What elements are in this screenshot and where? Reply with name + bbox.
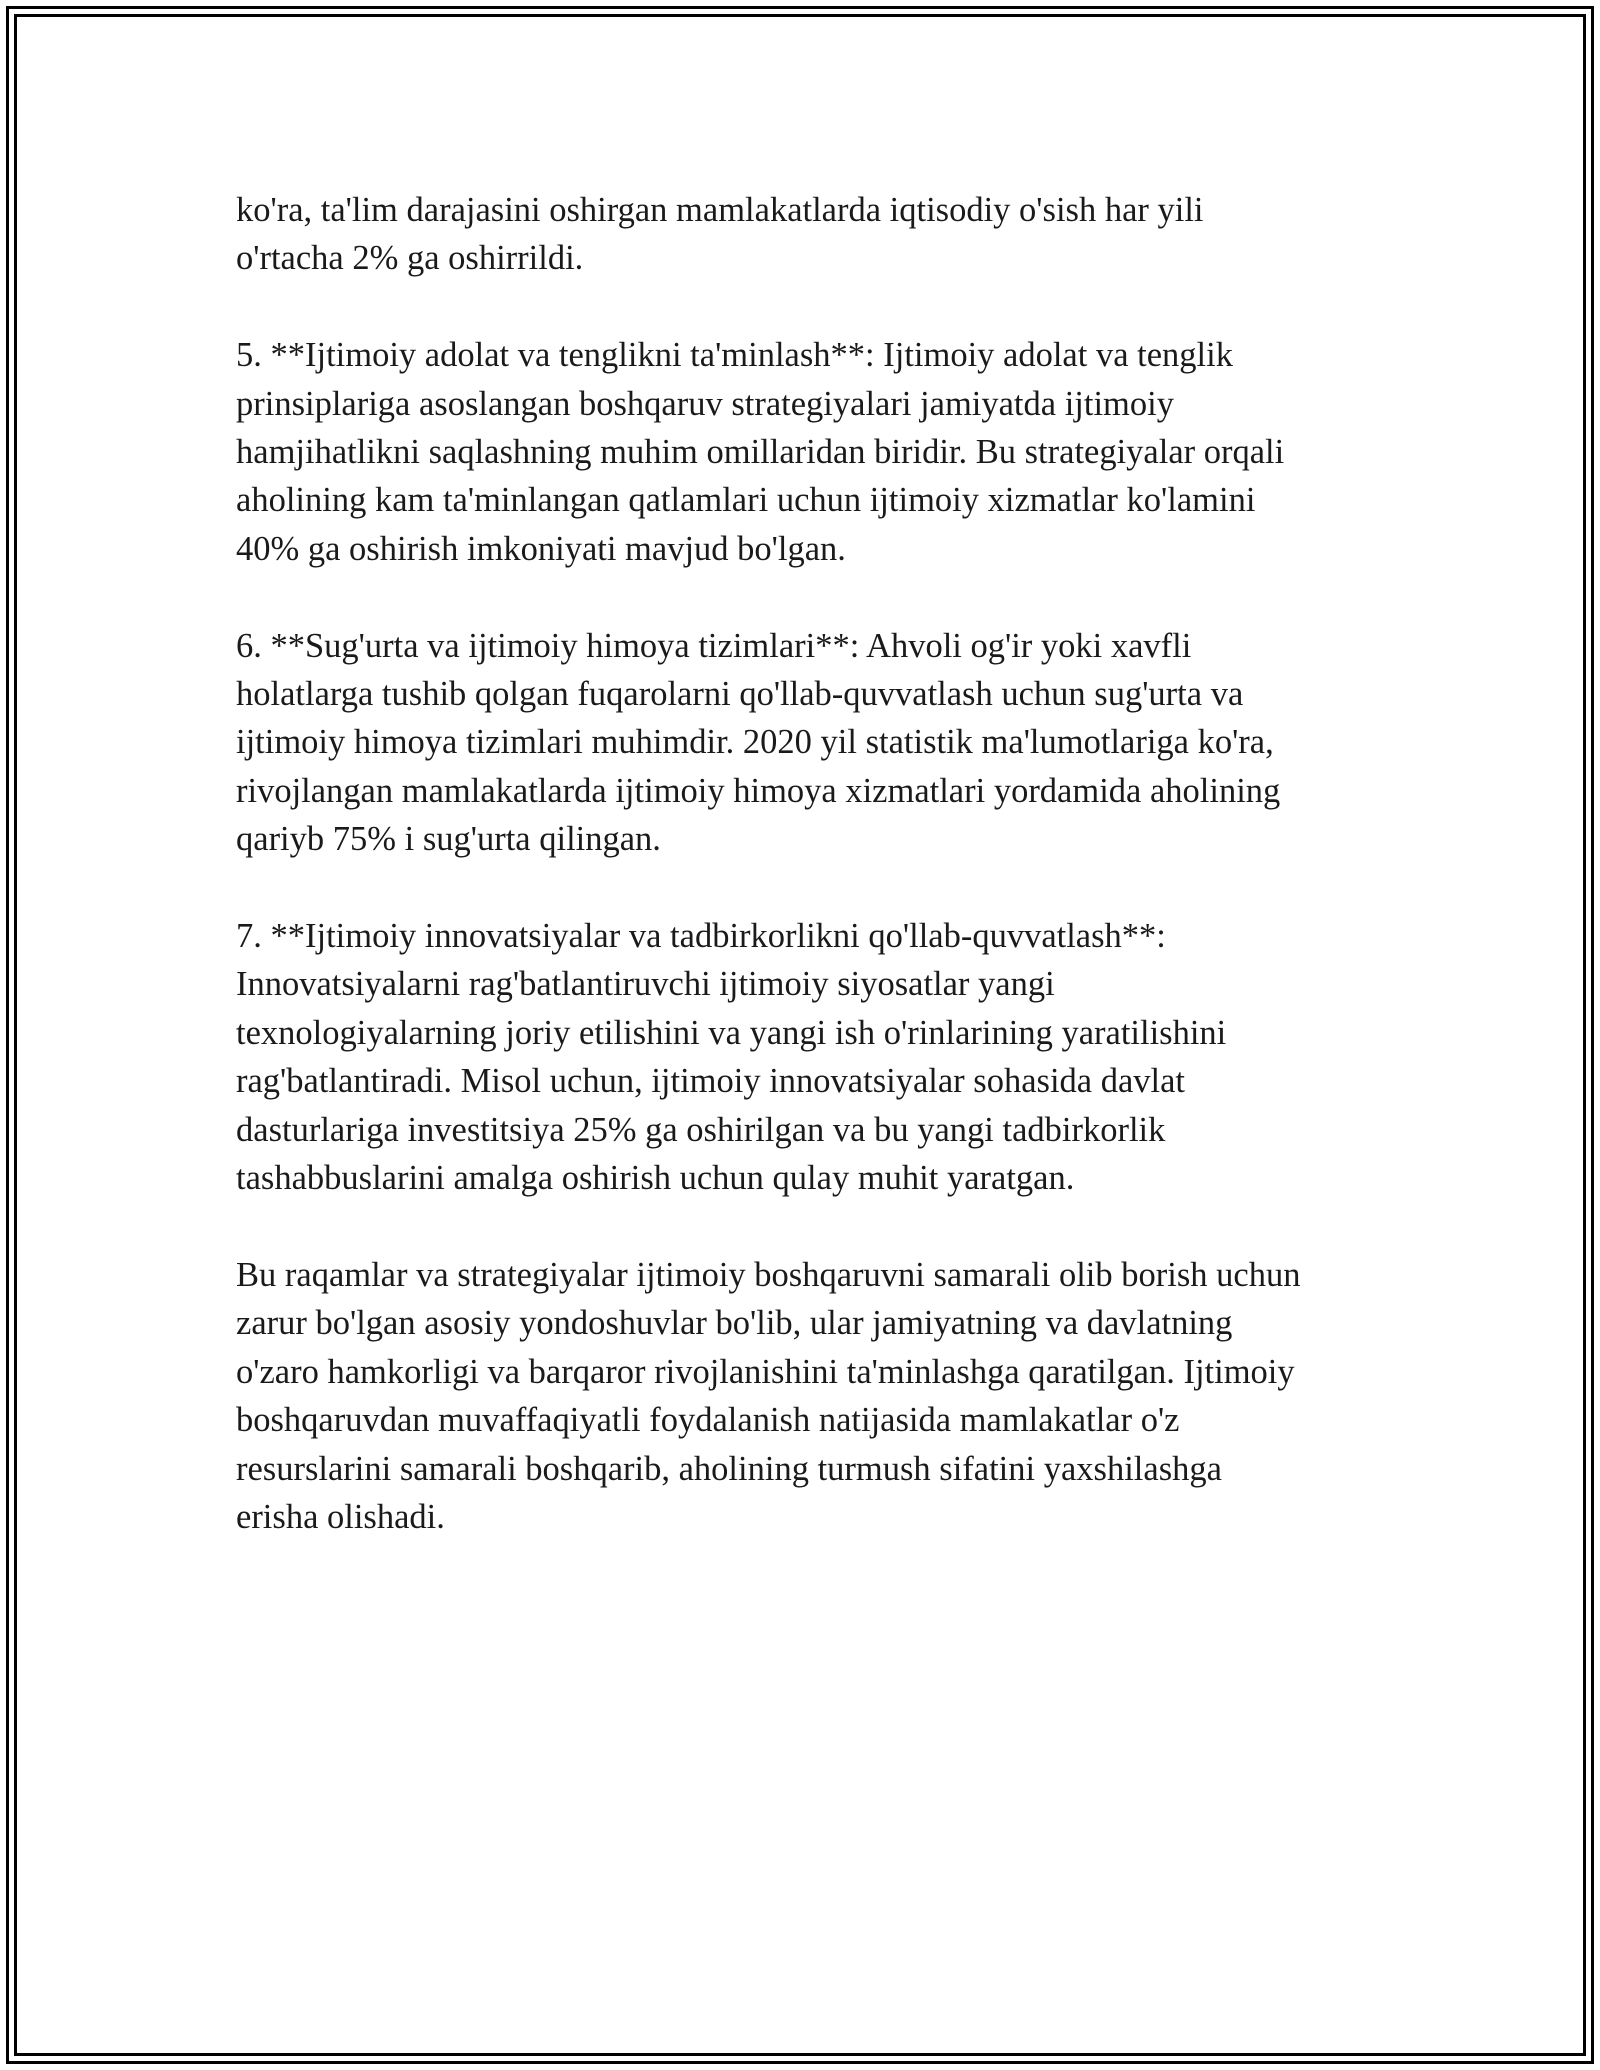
paragraph-item-7	[236, 912, 1386, 1202]
paragraph-conclusion	[236, 1251, 1386, 1541]
text-line: tashabbuslarini amalga oshirish uchun qulay muhit yaratgan.	[236, 1159, 1075, 1198]
text-line: ko'ra, ta'lim darajasini oshirgan mamlakatlarda iqtisodiy o'sish har yili	[236, 191, 1204, 229]
text-line: ijtimoiy himoya tizimlari muhimdir. 2020 yil statistik ma'lumotlariga ko'ra,	[236, 723, 1274, 762]
text-line: qariyb 75% i sug'urta qilingan.	[236, 820, 661, 859]
text-line: holatlarga tushib qolgan fuqarolarni qo'llab-quvvatlash uchun sug'urta va	[236, 675, 1244, 714]
text-line: o'zaro hamkorligi va barqaror rivojlanishini ta'minlashga qaratilgan. Ijtimoiy	[236, 1352, 1295, 1391]
text-line: 40% ga oshirish imkoniyati mavjud bo'lgan.	[236, 529, 846, 568]
document-body	[236, 186, 1386, 1590]
text-line: Bu raqamlar va strategiyalar ijtimoiy boshqaruvni samarali olib borish uchun	[236, 1255, 1301, 1294]
text-line: 7. **Ijtimoiy innovatsiyalar va tadbirkorlikni qo'llab-quvvatlash**:	[236, 917, 1166, 956]
text-line: o'rtacha 2% ga oshirrildi.	[236, 239, 584, 278]
text-line: dasturlariga investitsiya 25% ga oshirilgan va bu yangi tadbirkorlik	[236, 1110, 1166, 1149]
text-line: prinsiplariga asoslangan boshqaruv strategiyalari jamiyatda ijtimoiy	[236, 384, 1174, 423]
text-line: aholining kam ta'minlangan qatlamlari uchun ijtimoiy xizmatlar ko'lamini	[236, 481, 1256, 520]
text-line: texnologiyalarning joriy etilishini va yangi ish o'rinlarining yaratilishini	[236, 1013, 1227, 1052]
text-line: rivojlangan mamlakatlarda ijtimoiy himoya xizmatlari yordamida aholining	[236, 771, 1281, 810]
paragraph-continuation	[236, 186, 1386, 283]
text-line: 5. **Ijtimoiy adolat va tenglikni ta'minlash**: Ijtimoiy adolat va tenglik	[236, 336, 1233, 375]
text-line: hamjihatlikni saqlashning muhim omillaridan biridir. Bu strategiyalar orqali	[236, 433, 1285, 472]
text-line: rag'batlantiradi. Misol uchun, ijtimoiy innovatsiyalar sohasida davlat	[236, 1062, 1186, 1101]
text-line: boshqaruvdan muvaffaqiyatli foydalanish natijasida mamlakatlar o'z	[236, 1401, 1180, 1440]
text-line: zarur bo'lgan asosiy yondoshuvlar bo'lib, ular jamiyatning va davlatning	[236, 1304, 1233, 1343]
text-line: erisha olishadi.	[236, 1497, 445, 1536]
paragraph-item-6	[236, 622, 1386, 864]
text-line: resurslarini samarali boshqarib, aholining turmush sifatini yaxshilashga	[236, 1449, 1222, 1488]
text-line: 6. **Sug'urta va ijtimoiy himoya tizimlari**: Ahvoli og'ir yoki xavfli	[236, 626, 1192, 665]
text-line: Innovatsiyalarni rag'batlantiruvchi ijtimoiy siyosatlar yangi	[236, 965, 1055, 1004]
paragraph-item-5	[236, 331, 1386, 573]
